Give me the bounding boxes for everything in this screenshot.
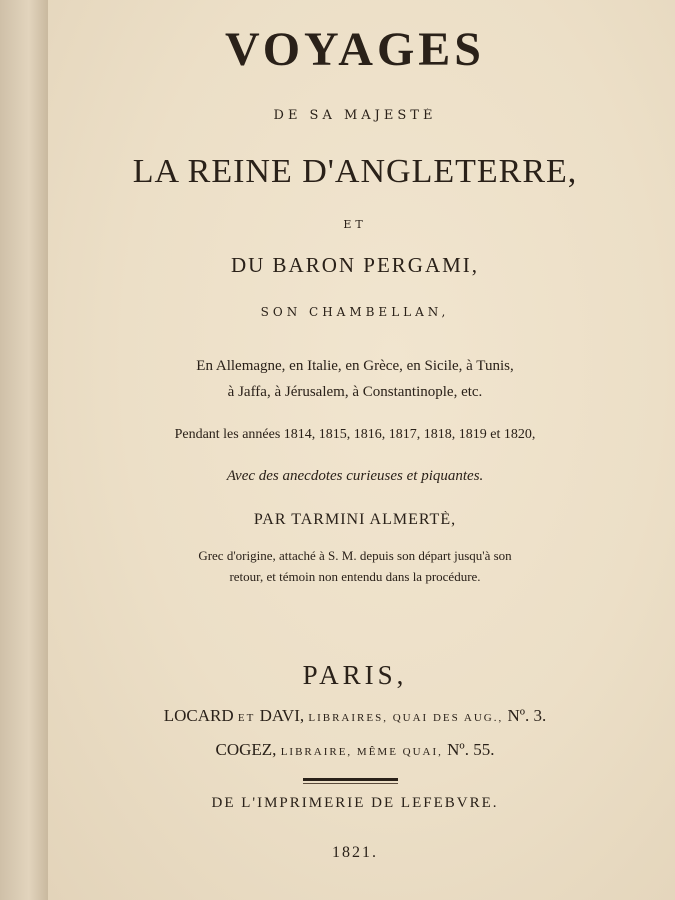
places-line-1: En Allemagne, en Italie, en Grèce, en Sicile, à Tunis, <box>196 358 514 374</box>
divider-rule-thick <box>303 778 398 781</box>
anecdotes-line: Avec des anecdotes curieuses et piquantes. <box>226 468 484 484</box>
publisher-line-1 <box>85 706 625 726</box>
printer-line: DE L'IMPRIMERIE DE LEFEBVRE. <box>211 795 499 811</box>
author-description-1: Grec d'origine, attaché à S. M. depuis son départ jusqu'à son <box>198 548 512 563</box>
places-line-2: à Jaffa, à Jérusalem, à Constantinople, etc. <box>227 384 483 400</box>
years-line: Pendant les années 1814, 1815, 1816, 1817, 1818, 1819 et 1820, <box>174 427 536 442</box>
subtitle-baron: DU BARON PERGAMI, <box>230 253 480 277</box>
author-line: PAR TARMINI ALMERTÈ, <box>253 511 457 528</box>
divider-rule-thin <box>303 783 398 784</box>
publisher-line-2 <box>85 740 625 760</box>
publisher-1-joiner: ET <box>237 712 256 724</box>
subtitle-reine: LA REINE D'ANGLETERRE, <box>132 153 578 190</box>
publisher-1-name2: DAVI, <box>259 706 305 725</box>
adjacent-page-edge <box>0 0 49 900</box>
publisher-2-number: Nº. 55. <box>447 740 495 759</box>
publisher-1-number: Nº. 3. <box>507 706 547 725</box>
book-title: VOYAGES <box>224 23 485 76</box>
subtitle-chambellan: SON CHAMBELLAN, <box>260 305 450 319</box>
publisher-2-name: COGEZ, <box>215 740 277 759</box>
publication-year: 1821. <box>332 844 378 861</box>
subtitle-de-sa-majeste: DE SA MAJESTÉ <box>273 108 437 123</box>
publisher-1-role: LIBRAIRES, QUAI DES AUG., <box>308 712 504 724</box>
publisher-2-role: LIBRAIRE, MÊME QUAI, <box>280 746 443 758</box>
author-description-2: retour, et témoin non entendu dans la procédure. <box>229 569 481 584</box>
publisher-1-name: LOCARD <box>163 706 234 725</box>
city: PARIS, <box>302 660 408 690</box>
title-page <box>48 0 675 900</box>
conjunction-et: ET <box>343 218 367 231</box>
